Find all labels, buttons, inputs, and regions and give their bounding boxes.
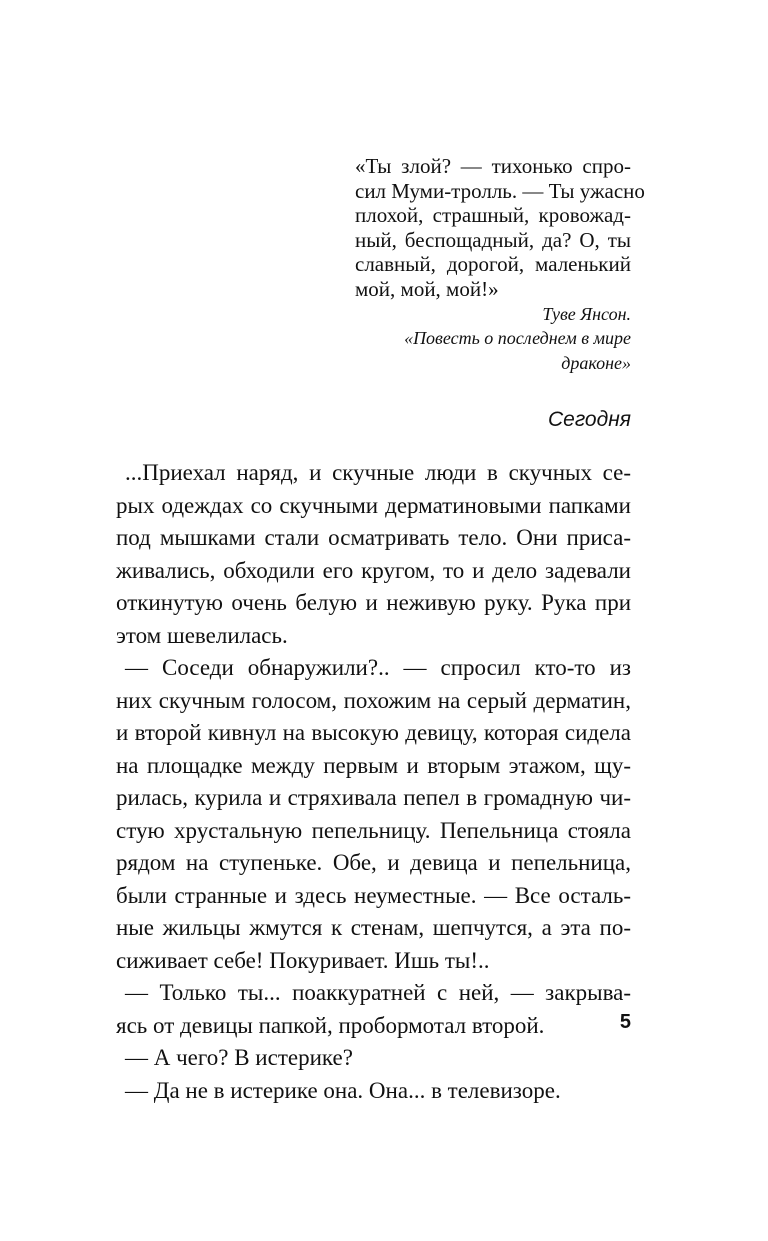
paragraph-line: были странные и здесь неуместные. — Все осталь- <box>116 882 631 908</box>
body-text <box>116 457 631 1107</box>
paragraph-line: них скучным голосом, похожим на серый дерматин, <box>116 687 631 713</box>
epigraph-line: мой, мой, мой!» <box>355 276 499 301</box>
epigraph-line: сил Муми-тролль. — Ты ужасно <box>355 178 645 203</box>
epigraph-line: плохой, страшный, кровожад- <box>355 203 631 228</box>
paragraph-line: на площадке между первым и вторым этажом, щу- <box>116 752 631 778</box>
paragraph-line: и второй кивнул на высокую девицу, которая сидела <box>116 720 631 745</box>
epigraph-line: ный, беспощадный, да? О, ты <box>355 227 631 252</box>
epigraph-attribution-author: Туве Янсон. <box>542 303 631 324</box>
paragraph-line: ясь от девицы папкой, пробормотал второй. <box>116 1012 545 1038</box>
epigraph-attribution-title: «Повесть о последнем в мире <box>404 328 631 349</box>
paragraph-line: живались, обходили его кругом, то и дело задевали <box>116 557 631 583</box>
epigraph <box>355 154 645 375</box>
paragraph-line: сиживает себе! Покуривает. Ишь ты!.. <box>116 947 490 973</box>
paragraph-line: стую хрустальную пепельницу. Пепельница стояла <box>116 817 631 843</box>
paragraph-line: под мышками стали осматривать тело. Они приса- <box>116 525 631 550</box>
paragraph-line: рых одеждах со скучными дерматиновыми папками <box>116 492 631 518</box>
epigraph-attribution-title: драконе» <box>561 352 631 373</box>
paragraph-line: рядом на ступеньке. Обе, и девица и пепельница, <box>116 850 631 875</box>
paragraph-line: — Только ты... поаккуратней с ней, — закрыва- <box>125 980 631 1005</box>
page-number: 5 <box>619 1011 631 1033</box>
section-title: Сегодня <box>547 408 631 431</box>
paragraph-line: рилась, курила и стряхивала пепел в громадную чи- <box>116 785 631 810</box>
paragraph-line: откинутую очень белую и неживую руку. Рука при <box>116 590 631 615</box>
paragraph-line: — Соседи обнаружили?.. — спросил кто-то из <box>125 655 631 680</box>
epigraph-line: славный, дорогой, маленький <box>355 252 631 277</box>
paragraph-line: этом шевелилась. <box>116 622 288 648</box>
paragraph-line: ные жильцы жмутся к стенам, шепчутся, а эта по- <box>116 915 631 940</box>
paragraph-line: — А чего? В истерике? <box>125 1045 353 1070</box>
paragraph-line: — Да не в истерике она. Она... в телевизоре. <box>125 1077 561 1103</box>
paragraph-line: ...Приехал наряд, и скучные люди в скучных се- <box>125 460 631 485</box>
epigraph-line: «Ты злой? — тихонько спро- <box>355 154 631 178</box>
